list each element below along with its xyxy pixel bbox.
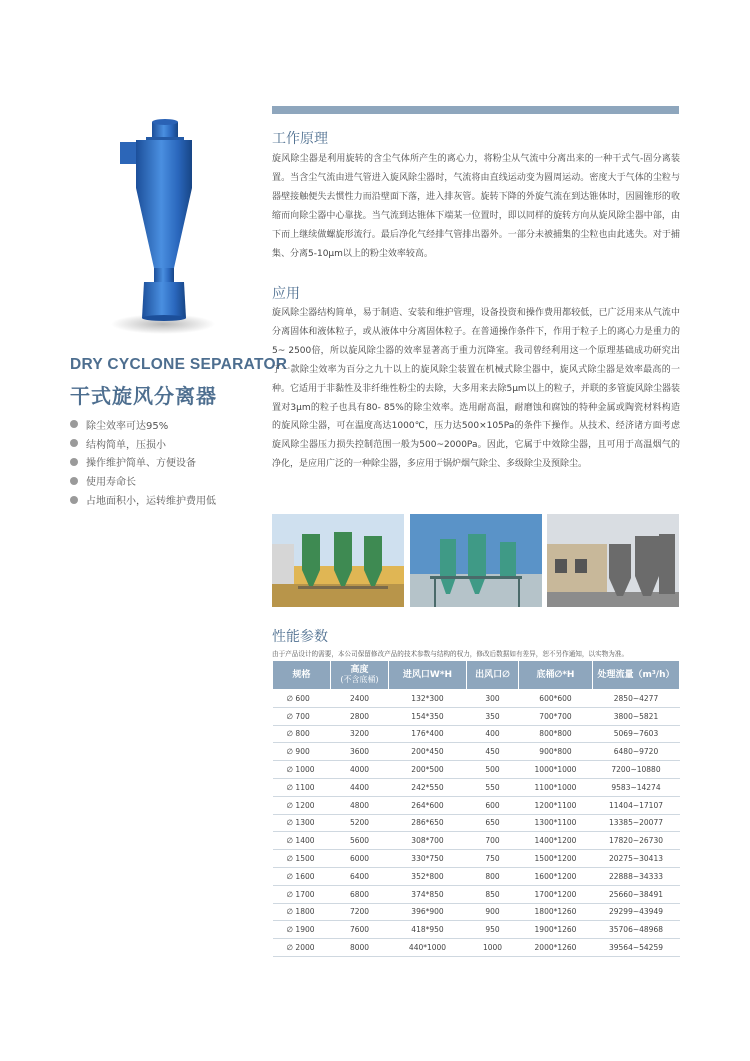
table-cell: 330*750	[389, 850, 467, 868]
table-cell: 17820~26730	[593, 832, 680, 850]
table-cell: 450	[467, 743, 519, 761]
installation-photo	[272, 514, 404, 607]
table-cell: 6480~9720	[593, 743, 680, 761]
feature-item: 操作维护简单、方便设备	[70, 453, 216, 472]
table-cell: 4400	[331, 778, 389, 796]
table-cell: 200*500	[389, 761, 467, 779]
product-name-en: DRY CYCLONE SEPARATOR	[70, 356, 288, 373]
installation-photos	[272, 514, 679, 607]
table-row	[273, 832, 680, 850]
table-cell: 4800	[331, 796, 389, 814]
table-cell: 1400*1200	[519, 832, 593, 850]
table-cell: 700	[467, 832, 519, 850]
table-cell: ∅ 900	[273, 743, 331, 761]
performance-note: 由于产品设计的需要，本公司保留修改产品的技术参数与结构的权力，修改后数据如有差异，恕不另作通知，以实物为准。	[272, 650, 629, 658]
table-cell: ∅ 1600	[273, 867, 331, 885]
table-cell: ∅ 1700	[273, 885, 331, 903]
table-cell: 286*650	[389, 814, 467, 832]
table-cell: 900	[467, 903, 519, 921]
table-cell: 850	[467, 885, 519, 903]
table-cell: 39564~54259	[593, 939, 680, 957]
table-cell: 2800	[331, 707, 389, 725]
product-name-cn: 干式旋风分离器	[70, 384, 217, 408]
installation-photo	[547, 514, 679, 607]
table-cell: 550	[467, 778, 519, 796]
table-cell: 1600*1200	[519, 867, 593, 885]
table-row	[273, 850, 680, 868]
table-cell: ∅ 700	[273, 707, 331, 725]
table-cell: 440*1000	[389, 939, 467, 957]
principle-text: 旋风除尘器是利用旋转的含尘气体所产生的离心力，将粉尘从气流中分离出来的一种干式气-固分离装置。当含尘气流由进气管进入旋风除尘器时，气流将由直线运动变为圆周运动。密度大于气体的尘粒与器壁接触便失去惯性力而沿壁面下落，进入排灰管。旋转下降的外旋气流在到达锥体时，因圆锥形的收缩而向除尘器中心靠拢。当气流到达锥体下端某一位置时，即以同样的旋转方向从旋风除尘器中部，由下而上继续做螺旋形流行。最后净化气经排气管排出器外。一部分未被捕集的尘粒也由此逃失。对于捕集、分离5-10μm以上的粉尘效率较高。	[272, 154, 680, 259]
table-row	[273, 921, 680, 939]
feature-item: 结构简单，压损小	[70, 434, 216, 453]
feature-item: 使用寿命长	[70, 471, 216, 490]
table-cell: 500	[467, 761, 519, 779]
table-cell: 176*400	[389, 725, 467, 743]
table-cell: 418*950	[389, 921, 467, 939]
installation-photo	[410, 514, 542, 607]
table-cell: 2400	[331, 690, 389, 708]
table-cell: 3600	[331, 743, 389, 761]
table-cell: 1200*1100	[519, 796, 593, 814]
bullet-icon	[70, 496, 78, 504]
table-cell: 3800~5821	[593, 707, 680, 725]
table-cell: ∅ 1400	[273, 832, 331, 850]
table-row	[273, 707, 680, 725]
top-accent-bar	[272, 106, 679, 114]
bullet-icon	[70, 477, 78, 485]
table-cell: 22888~34333	[593, 867, 680, 885]
header-bottom-drum: 底桶∅*H	[519, 661, 593, 690]
table-cell: ∅ 1300	[273, 814, 331, 832]
table-cell: 132*300	[389, 690, 467, 708]
table-cell: 700*700	[519, 707, 593, 725]
table-cell: 7200~10880	[593, 761, 680, 779]
table-row	[273, 796, 680, 814]
table-cell: 4000	[331, 761, 389, 779]
table-cell: 400	[467, 725, 519, 743]
table-cell: ∅ 600	[273, 690, 331, 708]
table-cell: 11404~17107	[593, 796, 680, 814]
table-row	[273, 725, 680, 743]
table-row	[273, 867, 680, 885]
table-cell: 374*850	[389, 885, 467, 903]
bullet-icon	[70, 439, 78, 447]
principle-title: 工作原理	[272, 131, 328, 147]
table-cell: 3200	[331, 725, 389, 743]
table-cell: 300	[467, 690, 519, 708]
table-cell: 650	[467, 814, 519, 832]
table-cell: 29299~43949	[593, 903, 680, 921]
feature-item: 占地面积小，运转维护费用低	[70, 490, 216, 509]
table-cell: 9583~14274	[593, 778, 680, 796]
table-cell: 900*800	[519, 743, 593, 761]
table-cell: ∅ 1100	[273, 778, 331, 796]
table-cell: 352*800	[389, 867, 467, 885]
table-row	[273, 761, 680, 779]
table-cell: ∅ 1900	[273, 921, 331, 939]
table-cell: 5200	[331, 814, 389, 832]
table-cell: 600	[467, 796, 519, 814]
table-cell: 35706~48968	[593, 921, 680, 939]
table-cell: 396*900	[389, 903, 467, 921]
header-flow: 处理流量（m³/h）	[593, 661, 680, 690]
table-cell: 8000	[331, 939, 389, 957]
feature-item: 除尘效率可达95%	[70, 415, 216, 434]
spec-table	[272, 660, 680, 957]
table-cell: 5600	[331, 832, 389, 850]
table-cell: 750	[467, 850, 519, 868]
application-text: 旋风除尘器结构简单，易于制造、安装和维护管理，设备投资和操作费用都较低，已广泛用来从气流中分离固体和液体粒子，或从液体中分离固体粒子。在普通操作条件下，作用于粒子上的离心力是重力的5~ 2500倍，所以旋风除尘器的效率显著高于重力沉降室。我司曾经利用这一个原理基础成功研究出了一款除尘效率为百分之九十以上的旋风除尘装置在机械式除尘器中，旋风式除尘器是效率最高的一种。它适用于非黏性及非纤维性粉尘的去除，大多用来去除5μm以上的粒子，并联的多管旋风除尘器装置对3μm的粒子也具有80- 85%的除尘效率。选用耐高温，耐磨蚀和腐蚀的特种金属或陶瓷材料构造的旋风除尘器，可在温度高达1000℃，压力达500×105Pa的条件下操作。从技术、经济诸方面考虑旋风除尘器压力损失控制范围一般为500~2000Pa。因此，它属于中效除尘器，且可用于高温烟气的净化，是应用广泛的一种除尘器，多应用于锅炉烟气除尘、多级除尘及预除尘。	[272, 308, 680, 470]
table-row	[273, 690, 680, 708]
table-cell: ∅ 1200	[273, 796, 331, 814]
table-cell: 2850~4277	[593, 690, 680, 708]
table-cell: ∅ 1500	[273, 850, 331, 868]
table-cell: 950	[467, 921, 519, 939]
table-cell: ∅ 2000	[273, 939, 331, 957]
table-cell: 2000*1260	[519, 939, 593, 957]
feature-list	[70, 415, 216, 509]
table-cell: 308*700	[389, 832, 467, 850]
table-cell: 1700*1200	[519, 885, 593, 903]
table-cell: 242*550	[389, 778, 467, 796]
bullet-icon	[70, 458, 78, 466]
table-row	[273, 939, 680, 957]
table-cell: 200*450	[389, 743, 467, 761]
table-cell: 600*600	[519, 690, 593, 708]
table-cell: 800	[467, 867, 519, 885]
table-cell: 1000	[467, 939, 519, 957]
table-cell: 264*600	[389, 796, 467, 814]
table-cell: 6400	[331, 867, 389, 885]
header-inlet: 进风口W*H	[389, 661, 467, 690]
table-cell: 1500*1200	[519, 850, 593, 868]
table-row	[273, 903, 680, 921]
bullet-icon	[70, 420, 78, 428]
performance-title: 性能参数	[272, 629, 328, 645]
table-row	[273, 778, 680, 796]
table-cell: 13385~20077	[593, 814, 680, 832]
table-cell: 5069~7603	[593, 725, 680, 743]
table-cell: 1300*1100	[519, 814, 593, 832]
table-cell: 1100*1000	[519, 778, 593, 796]
header-height: 高度 (不含底桶)	[331, 661, 389, 690]
table-cell: ∅ 1000	[273, 761, 331, 779]
table-cell: ∅ 800	[273, 725, 331, 743]
application-title: 应用	[272, 286, 300, 302]
table-cell: 6000	[331, 850, 389, 868]
table-cell: 7600	[331, 921, 389, 939]
table-cell: 6800	[331, 885, 389, 903]
table-row	[273, 885, 680, 903]
table-cell: 1800*1260	[519, 903, 593, 921]
table-cell: 25660~38491	[593, 885, 680, 903]
table-cell: 1900*1260	[519, 921, 593, 939]
header-outlet: 出风口∅	[467, 661, 519, 690]
table-cell: 800*800	[519, 725, 593, 743]
table-cell: ∅ 1800	[273, 903, 331, 921]
table-cell: 1000*1000	[519, 761, 593, 779]
table-cell: 20275~30413	[593, 850, 680, 868]
table-cell: 7200	[331, 903, 389, 921]
table-header-row	[273, 661, 680, 690]
header-spec: 规格	[273, 661, 331, 690]
cyclone-separator-image	[108, 118, 223, 340]
table-cell: 154*350	[389, 707, 467, 725]
table-row	[273, 814, 680, 832]
table-cell: 350	[467, 707, 519, 725]
table-row	[273, 743, 680, 761]
